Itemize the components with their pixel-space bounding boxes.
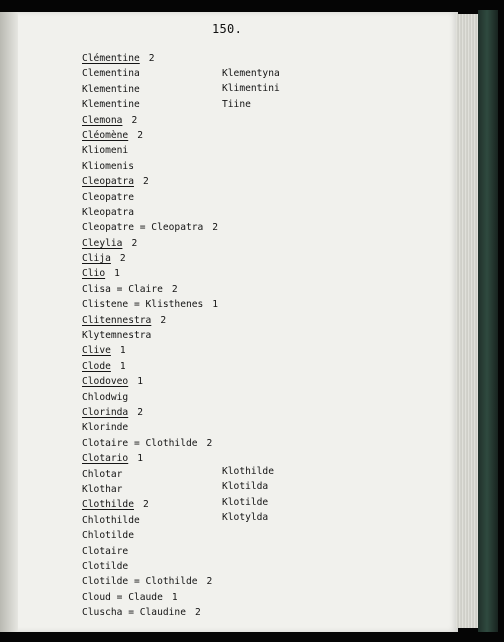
variant-name: Klotilda xyxy=(222,481,269,493)
entry-name: Klytemnestra xyxy=(82,330,152,342)
name-entry xyxy=(82,66,218,81)
variant-name: Klimentini xyxy=(222,83,280,95)
name-entry xyxy=(82,251,218,266)
entry-count: 2 xyxy=(137,129,143,141)
entry-count: 2 xyxy=(137,406,143,418)
name-entry xyxy=(82,328,218,343)
entry-count: 1 xyxy=(137,453,143,465)
page-gutter-shadow xyxy=(0,12,18,632)
entry-count: 1 xyxy=(171,591,178,603)
entry-name: Clisa = Claire xyxy=(82,283,163,295)
entry-count: 2 xyxy=(119,253,126,265)
entry-count: 2 xyxy=(148,53,155,64)
name-entry xyxy=(82,236,218,251)
name-entry xyxy=(82,282,218,297)
variant-list-bottom xyxy=(222,464,274,526)
name-entry xyxy=(82,528,218,543)
name-entry xyxy=(82,513,218,528)
entry-name: Kliomeni xyxy=(82,145,129,157)
entry-name: Clotario xyxy=(82,453,129,465)
name-entry xyxy=(82,390,218,405)
entry-name: Cleylia xyxy=(82,237,123,249)
name-entry xyxy=(82,113,218,128)
entry-count: 2 xyxy=(160,314,167,326)
entry-count: 1 xyxy=(212,299,219,311)
entry-name: Chlothilde xyxy=(82,514,140,526)
entry-count: 2 xyxy=(142,499,149,511)
entry-name: Klothar xyxy=(82,483,123,495)
name-entry xyxy=(82,220,218,235)
entry-name: Cloud = Claude xyxy=(82,591,163,603)
name-entry-list xyxy=(82,51,218,620)
entry-name: Clotaire xyxy=(82,545,129,557)
name-entry xyxy=(82,590,218,605)
entry-count: 2 xyxy=(142,176,149,188)
entry-name: Clodoveo xyxy=(82,376,129,388)
entry-name: Clorinda xyxy=(82,406,129,418)
entry-name: Clitennestra xyxy=(82,314,152,326)
name-entry xyxy=(82,544,218,559)
entry-count: 2 xyxy=(131,237,138,249)
entry-name: Cluscha = Claudine xyxy=(82,607,186,619)
name-entry xyxy=(82,266,218,281)
entry-name: Kleopatra xyxy=(82,206,134,218)
name-entry xyxy=(82,451,218,466)
entry-count: 2 xyxy=(206,437,213,449)
entry-count: 2 xyxy=(171,283,178,295)
name-entry xyxy=(82,605,218,620)
name-entry xyxy=(82,190,218,205)
variant-list-top xyxy=(222,66,280,112)
entry-count: 2 xyxy=(131,114,138,126)
page-number: 150. xyxy=(212,22,243,36)
entry-name: Clive xyxy=(82,345,111,357)
name-entry xyxy=(82,359,218,374)
entry-count: 1 xyxy=(137,376,143,388)
entry-count: 1 xyxy=(119,345,126,357)
name-entry xyxy=(82,420,218,435)
name-entry xyxy=(82,574,218,589)
name-entry xyxy=(82,497,218,512)
name-entry xyxy=(82,436,218,451)
book-spine xyxy=(478,10,498,632)
name-entry xyxy=(82,482,218,497)
entry-name: Clistene = Klisthenes xyxy=(82,299,204,311)
entry-name: Clija xyxy=(82,253,111,265)
variant-name: Klotylda xyxy=(222,512,269,524)
entry-name: Clementina xyxy=(82,68,140,80)
entry-name: Clode xyxy=(82,360,111,372)
entry-name: Clothilde xyxy=(82,499,134,511)
entry-count: 2 xyxy=(212,222,219,234)
name-entry xyxy=(82,143,218,158)
name-entry xyxy=(82,405,218,420)
name-entry xyxy=(82,559,218,574)
name-entry xyxy=(82,97,218,112)
variant-name: Klotilde xyxy=(222,496,269,508)
name-entry xyxy=(82,467,218,482)
variant-name: Klothilde xyxy=(222,466,274,477)
entry-count: 2 xyxy=(206,576,213,588)
page-stack-edges xyxy=(456,14,478,628)
entry-name: Clotilde = Clothilde xyxy=(82,576,198,588)
variant-name: Tiine xyxy=(222,98,251,110)
entry-name: Chlodwig xyxy=(82,391,129,403)
name-entry xyxy=(82,51,218,66)
name-entry xyxy=(82,128,218,143)
entry-name: Klorinde xyxy=(82,422,129,434)
name-entry xyxy=(82,374,218,389)
entry-name: Cléomène xyxy=(82,129,129,141)
entry-name: Clio xyxy=(82,268,106,280)
entry-name: Cleopatre xyxy=(82,191,134,203)
name-entry xyxy=(82,297,218,312)
entry-name: Kliomenis xyxy=(82,160,134,172)
entry-name: Klementine xyxy=(82,83,140,95)
entry-name: Clotilde xyxy=(82,560,129,572)
entry-name: Cleopatre = Cleopatra xyxy=(82,222,204,234)
name-entry xyxy=(82,174,218,189)
variant-name: Klementyna xyxy=(222,68,280,79)
entry-count: 1 xyxy=(114,268,120,280)
entry-name: Klementine xyxy=(82,99,140,111)
name-entry xyxy=(82,159,218,174)
entry-count: 1 xyxy=(119,360,126,372)
entry-name: Clémentine xyxy=(82,53,140,64)
name-entry xyxy=(82,343,218,358)
entry-name: Clotaire = Clothilde xyxy=(82,437,198,449)
name-entry xyxy=(82,205,218,220)
entry-name: Chlotilde xyxy=(82,530,134,542)
entry-count: 2 xyxy=(194,607,201,619)
name-entry xyxy=(82,82,218,97)
entry-name: Chlotar xyxy=(82,468,123,480)
entry-name: Clemona xyxy=(82,114,123,126)
name-entry xyxy=(82,313,218,328)
entry-name: Cleopatra xyxy=(82,176,134,188)
